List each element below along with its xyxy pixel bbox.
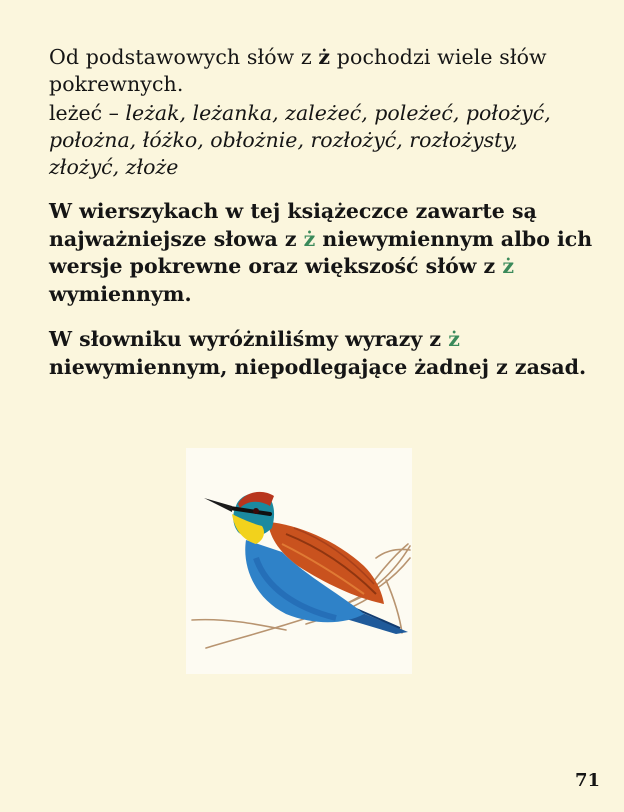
word-examples (49, 100, 589, 181)
intro-text-after: pochodzi wiele słów pokrewnych. (49, 45, 547, 96)
paragraph-poems-part3: wymiennym. (49, 281, 192, 306)
bird-illustration (186, 448, 412, 674)
intro-text-before: Od podstawowych słów z (49, 45, 319, 69)
paragraph-poems (49, 198, 609, 308)
paragraph-dictionary-part2: niewymiennym, niepodlegające żadnej z zasad. (49, 354, 587, 379)
paragraph-poems-part1: W wierszykach w tej książeczce zawarte są najważniejsze słowa z (49, 199, 537, 251)
bird-beak (204, 498, 232, 512)
examples-related-words: leżak, leżanka, zależeć, poleżeć, położyć, położna, łóżko, obłożnie, rozłożyć, rozłożysty, złożyć, złoże (49, 101, 551, 179)
paragraph-dictionary-part1: W słowniku wyróżniliśmy wyrazy z (49, 327, 449, 351)
bird-eye (253, 508, 259, 514)
paragraph-poems-part2: niewymiennym albo ich wersje pokrewne oraz większość słów z (49, 226, 593, 278)
paragraph-dictionary (49, 326, 609, 381)
examples-root-word: leżeć – (49, 101, 126, 125)
intro-letter: ż (318, 45, 331, 69)
green-letter-1: ż (303, 226, 316, 251)
intro-paragraph (49, 44, 589, 98)
green-letter-3: ż (448, 327, 460, 351)
green-letter-2: ż (502, 254, 514, 278)
page-number: 71 (574, 770, 600, 791)
